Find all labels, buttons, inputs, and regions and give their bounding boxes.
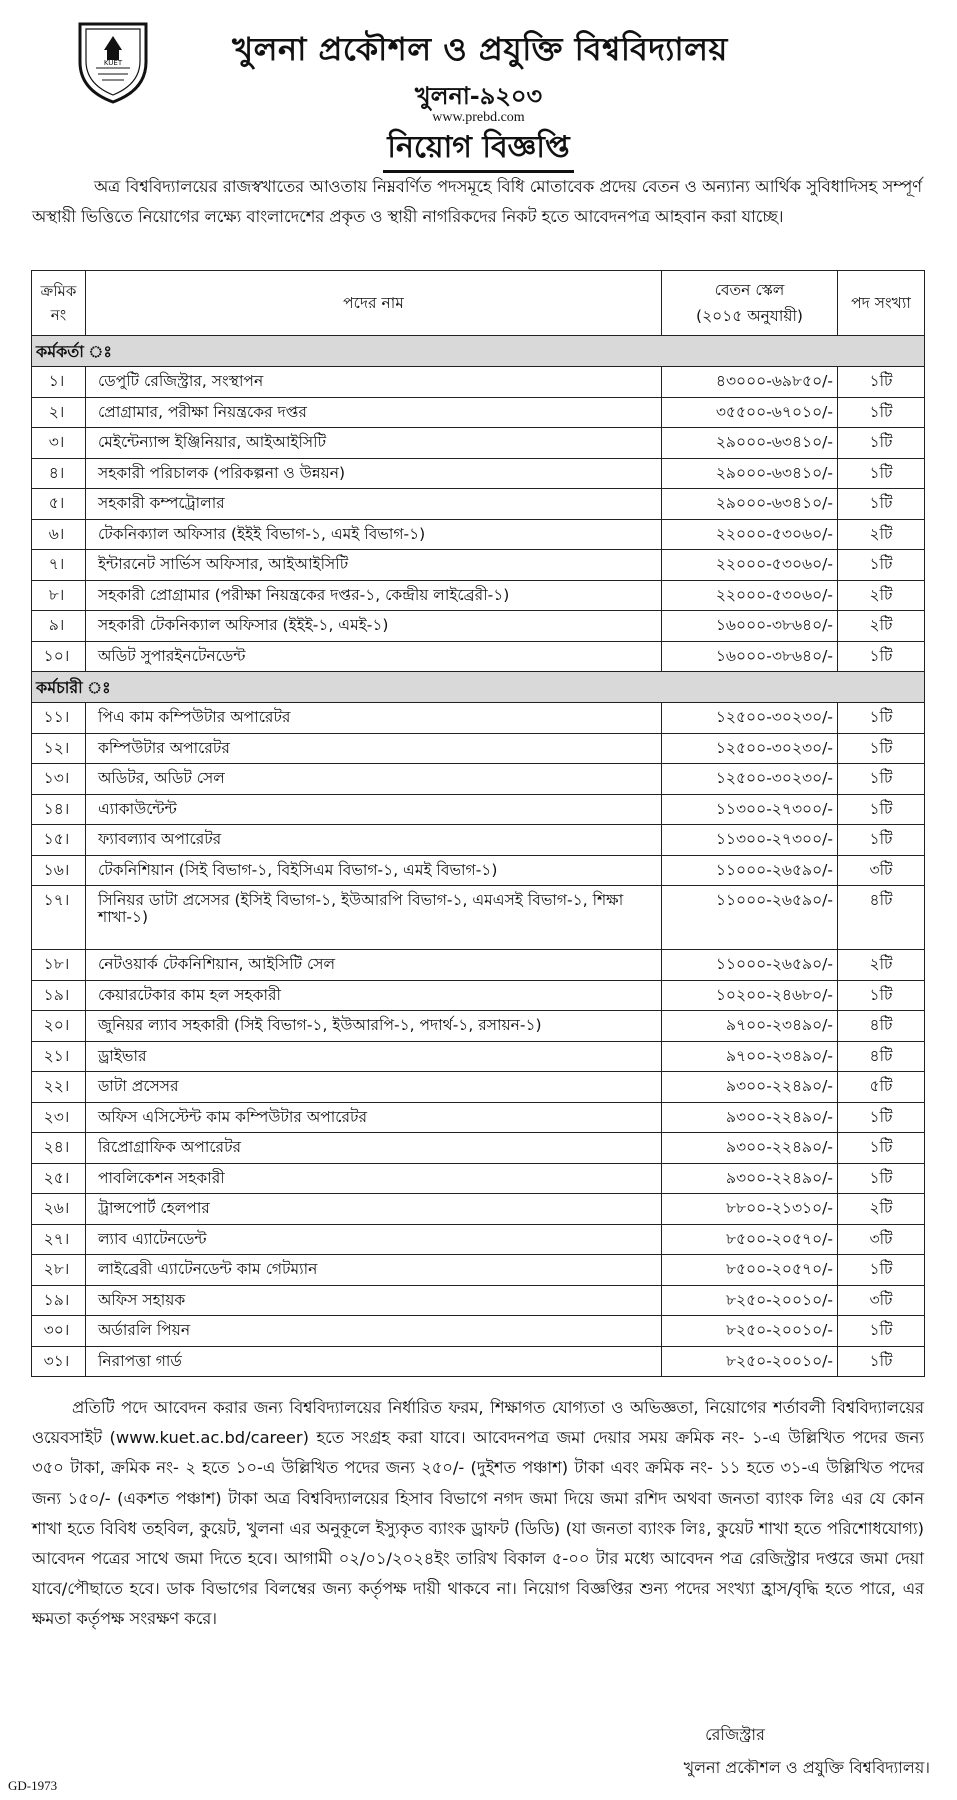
- header-pay-line2: (২০১৫ অনুযায়ী): [696, 307, 803, 325]
- serial-cell: ২১।: [32, 1041, 86, 1072]
- section-title: কর্মচারী ঃ: [32, 672, 925, 703]
- table-row: [32, 1163, 925, 1194]
- post-name-cell: ডাটা প্রসেসর: [86, 1072, 662, 1103]
- pay-scale-cell: ৮৫০০-২০৫৭০/-: [662, 1224, 838, 1255]
- post-name-cell: কেয়ারটেকার কাম হল সহকারী: [86, 980, 662, 1011]
- post-count-cell: ১টি: [838, 764, 925, 795]
- header-serial-line2: নং: [50, 306, 67, 324]
- table-row: [32, 1194, 925, 1225]
- post-name-cell: লাইব্রেরী এ্যাটেনডেন্ট কাম গেটম্যান: [86, 1255, 662, 1286]
- post-count-cell: ১টি: [838, 367, 925, 398]
- post-name-cell: ট্রান্সপোর্ট হেলপার: [86, 1194, 662, 1225]
- pay-scale-cell: ১২৫০০-৩০২৩০/-: [662, 764, 838, 795]
- table-row: [32, 1133, 925, 1164]
- post-count-cell: ২টি: [838, 950, 925, 981]
- serial-cell: ৪।: [32, 458, 86, 489]
- gd-number: GD-1973: [8, 1778, 58, 1793]
- table-row: [32, 733, 925, 764]
- post-name-cell: অডিটর, অডিট সেল: [86, 764, 662, 795]
- pay-scale-cell: ৯৭০০-২৩৪৯০/-: [662, 1041, 838, 1072]
- post-name-cell: সহকারী টেকনিক্যাল অফিসার (ইইই-১, এমই-১): [86, 611, 662, 642]
- table-row: [32, 855, 925, 886]
- instructions-paragraph: প্রতিটি পদে আবেদন করার জন্য বিশ্ববিদ্যালয়ের নির্ধারিত ফরম, শিক্ষাগত যোগ্যতা ও অভিজ্ঞতা, নিয়োগের শর্তাবলী বিশ্ববিদ্যালয়ের ওয়েবসাইট (www.kuet.ac.bd/career) হতে সংগ্রহ করা যাবে। আবেদনপত্র জমা দেয়ার সময় ক্রমিক নং- ১-এ উল্লিখিত পদের জন্য ৩৫০ টাকা, ক্রমিক নং- ২ হতে ১০-এ উল্লিখিত পদের জন্য ২৫০/- (দুইশত পঞ্চাশ) টাকা এবং ক্রমিক নং- ১১ হতে ৩১-এ উল্লিখিত পদের জন্য ১৫০/- (একশত পঞ্চাশ) টাকা অত্র বিশ্ববিদ্যালয়ের হিসাব বিভাগে নগদ জমা দিয়ে জমা রশিদ অথবা জনতা ব্যাংক লিঃ এর যে কোন শাখা হতে বিবিধ তহবিল, কুয়েট, খুলনা এর অনুকূলে ইস্যুকৃত ব্যাংক ড্রাফট (ডিডি) (যা জনতা ব্যাংক লিঃ, কুয়েট শাখা হতে পরিশোধযোগ্য) আবেদন পত্রের সাথে জমা দিতে হবে। আগামী ০২/০১/২০২৪ইং তারিখ বিকাল ৫-০০ টার মধ্যে আবেদন পত্র রেজিস্ট্রার দপ্তরে জমা দেয়া যাবে/পৌছাতে হবে। ডাক বিভাগের বিলম্বের জন্য কর্তৃপক্ষ দায়ী থাকবে না। নিয়োগ বিজ্ঞপ্তির শুন্য পদের সংখ্যা হ্রাস/বৃদ্ধি হতে পারে, এর ক্ষমতা কর্তৃপক্ষ সংরক্ষণ করে।: [32, 1398, 924, 1629]
- section-row: [32, 336, 925, 367]
- table-row: [32, 1255, 925, 1286]
- post-name-cell: রিপ্রোগ্রাফিক অপারেটর: [86, 1133, 662, 1164]
- pay-scale-cell: ১১০০০-২৬৫৯০/-: [662, 886, 838, 950]
- post-name-cell: সিনিয়র ডাটা প্রসেসর (ইসিই বিভাগ-১, ইউআরপি বিভাগ-১, এমএসই বিভাগ-১, শিক্ষা শাখা-১): [86, 886, 662, 950]
- serial-cell: ৩।: [32, 428, 86, 459]
- serial-cell: ২২।: [32, 1072, 86, 1103]
- serial-cell: ১৮।: [32, 950, 86, 981]
- serial-cell: ১।: [32, 367, 86, 398]
- pay-scale-cell: ২২০০০-৫৩০৬০/-: [662, 550, 838, 581]
- header: [0, 10, 957, 178]
- post-name-cell: পিএ কাম কম্পিউটার অপারেটর: [86, 703, 662, 734]
- table-row: [32, 980, 925, 1011]
- table-row: [32, 519, 925, 550]
- university-name: খুলনা প্রকৌশল ও প্রযুক্তি বিশ্ববিদ্যালয়: [232, 30, 728, 68]
- serial-cell: ২৫।: [32, 1163, 86, 1194]
- post-count-cell: ৩টি: [838, 855, 925, 886]
- pay-scale-cell: ১৬০০০-৩৮৬৪০/-: [662, 611, 838, 642]
- table-row: [32, 1316, 925, 1347]
- post-name-cell: প্রোগ্রামার, পরীক্ষা নিয়ন্ত্রকের দপ্তর: [86, 397, 662, 428]
- post-name-cell: মেইন্টেন্যান্স ইঞ্জিনিয়ার, আইআইসিটি: [86, 428, 662, 459]
- pay-scale-cell: ১০২০০-২৪৬৮০/-: [662, 980, 838, 1011]
- table-row: [32, 428, 925, 459]
- section-title: কর্মকর্তা ঃ: [32, 336, 925, 367]
- post-name-cell: সহকারী পরিচালক (পরিকল্পনা ও উন্নয়ন): [86, 458, 662, 489]
- serial-cell: ১৬।: [32, 855, 86, 886]
- header-serial-line1: ক্রমিক: [40, 282, 77, 300]
- table-row: [32, 1224, 925, 1255]
- website-link[interactable]: www.prebd.com: [432, 110, 525, 125]
- table-row: [32, 764, 925, 795]
- pay-scale-cell: ৮৫০০-২০৫৭০/-: [662, 1255, 838, 1286]
- post-count-cell: ১টি: [838, 1102, 925, 1133]
- post-count-cell: ১টি: [838, 733, 925, 764]
- serial-cell: ৫।: [32, 489, 86, 520]
- post-count-cell: ৫টি: [838, 1072, 925, 1103]
- signature-role: রেজিস্ট্রার: [705, 1725, 765, 1744]
- serial-cell: ২৩।: [32, 1102, 86, 1133]
- pay-scale-cell: ৯৩০০-২২৪৯০/-: [662, 1133, 838, 1164]
- post-name-cell: নেটওয়ার্ক টেকনিশিয়ান, আইসিটি সেল: [86, 950, 662, 981]
- pay-scale-cell: ১১৩০০-২৭৩০০/-: [662, 825, 838, 856]
- post-name-cell: অর্ডারলি পিয়ন: [86, 1316, 662, 1347]
- table-row: [32, 703, 925, 734]
- pay-scale-cell: ২২০০০-৫৩০৬০/-: [662, 580, 838, 611]
- post-count-cell: ১টি: [838, 397, 925, 428]
- post-count-cell: ২টি: [838, 519, 925, 550]
- post-count-cell: ১টি: [838, 1133, 925, 1164]
- post-name-cell: এ্যাকাউন্টেন্ট: [86, 794, 662, 825]
- post-count-cell: ১টি: [838, 980, 925, 1011]
- post-name-cell: ডেপুটি রেজিস্ট্রার, সংস্থাপন: [86, 367, 662, 398]
- table-row: [32, 1011, 925, 1042]
- post-count-cell: ১টি: [838, 1346, 925, 1377]
- post-count-cell: ৪টি: [838, 1011, 925, 1042]
- pay-scale-cell: ৮২৫০-২০০১০/-: [662, 1285, 838, 1316]
- table-row: [32, 458, 925, 489]
- pay-scale-cell: ৮৮০০-২১৩১০/-: [662, 1194, 838, 1225]
- post-count-cell: ৩টি: [838, 1224, 925, 1255]
- pay-scale-cell: ৯৩০০-২২৪৯০/-: [662, 1102, 838, 1133]
- table-row: [32, 397, 925, 428]
- pay-scale-cell: ৮২৫০-২০০১০/-: [662, 1316, 838, 1347]
- table-row: [32, 580, 925, 611]
- post-name-cell: ড্রাইভার: [86, 1041, 662, 1072]
- serial-cell: ১৫।: [32, 825, 86, 856]
- logo-text: KUET: [103, 59, 123, 67]
- post-name-cell: ল্যাব এ্যাটেনডেন্ট: [86, 1224, 662, 1255]
- post-name-cell: টেকনিশিয়ান (সিই বিভাগ-১, বিইসিএম বিভাগ-১, এমই বিভাগ-১): [86, 855, 662, 886]
- jobs-body: [32, 336, 925, 1377]
- table-row: [32, 1072, 925, 1103]
- signature-org: খুলনা প্রকৌশল ও প্রযুক্তি বিশ্ববিদ্যালয়।: [683, 1758, 930, 1777]
- serial-cell: ১২।: [32, 733, 86, 764]
- post-count-cell: ১টি: [838, 825, 925, 856]
- pay-scale-cell: ৯৭০০-২৩৪৯০/-: [662, 1011, 838, 1042]
- post-name-cell: টেকনিক্যাল অফিসার (ইইই বিভাগ-১, এমই বিভাগ-১): [86, 519, 662, 550]
- table-row: [32, 489, 925, 520]
- post-count-cell: ৩টি: [838, 1285, 925, 1316]
- serial-cell: ১৪।: [32, 794, 86, 825]
- post-count-cell: ১টি: [838, 1163, 925, 1194]
- table-row: [32, 825, 925, 856]
- table-row: [32, 1102, 925, 1133]
- pay-scale-cell: ৯৩০০-২২৪৯০/-: [662, 1072, 838, 1103]
- post-count-cell: ১টি: [838, 458, 925, 489]
- pay-scale-cell: ১২৫০০-৩০২৩০/-: [662, 733, 838, 764]
- table-row: [32, 794, 925, 825]
- serial-cell: ১৭।: [32, 886, 86, 950]
- serial-cell: ২৬।: [32, 1194, 86, 1225]
- table-row: [32, 550, 925, 581]
- table-row: [32, 641, 925, 672]
- serial-cell: ৩১।: [32, 1346, 86, 1377]
- post-count-cell: ২টি: [838, 1194, 925, 1225]
- pay-scale-cell: ২৯০০০-৬৩৪১০/-: [662, 489, 838, 520]
- serial-cell: ১০।: [32, 641, 86, 672]
- pay-scale-cell: ৩৫৫০০-৬৭০১০/-: [662, 397, 838, 428]
- table-row: [32, 367, 925, 398]
- serial-cell: ২৪।: [32, 1133, 86, 1164]
- post-count-cell: ১টি: [838, 1316, 925, 1347]
- post-name-cell: সহকারী কম্পট্রোলার: [86, 489, 662, 520]
- pay-scale-cell: ২৯০০০-৬৩৪১০/-: [662, 458, 838, 489]
- serial-cell: ২০।: [32, 1011, 86, 1042]
- serial-cell: ৭।: [32, 550, 86, 581]
- post-name-cell: পাবলিকেশন সহকারী: [86, 1163, 662, 1194]
- table-row: [32, 611, 925, 642]
- serial-cell: ১৯।: [32, 1285, 86, 1316]
- pay-scale-cell: ৯৩০০-২২৪৯০/-: [662, 1163, 838, 1194]
- header-pay-line1: বেতন স্কেল: [714, 281, 785, 299]
- post-name-cell: নিরাপত্তা গার্ড: [86, 1346, 662, 1377]
- city-postcode: খুলনা-৯২০৩: [414, 81, 543, 110]
- intro-paragraph: অত্র বিশ্ববিদ্যালয়ের রাজস্বখাতের আওতায় নিম্নবর্ণিত পদসমূহে বিধি মোতাবেক প্রদেয় বেতন ও অন্যান্য আর্থিক সুবিধাদিসহ সম্পূর্ণ অস্থায়ী ভিত্তিতে নিয়োগের লক্ষ্যে বাংলাদেশের প্রকৃত ও স্থায়ী নাগরিকদের নিকট হতে আবেদনপত্র আহবান করা যাচ্ছে।: [32, 177, 922, 226]
- post-name-cell: সহকারী প্রোগ্রামার (পরীক্ষা নিয়ন্ত্রকের দপ্তর-১, কেন্দ্রীয় লাইব্রেরী-১): [86, 580, 662, 611]
- post-count-cell: ১টি: [838, 428, 925, 459]
- post-count-cell: ১টি: [838, 489, 925, 520]
- post-count-cell: ১টি: [838, 703, 925, 734]
- table-row: [32, 1346, 925, 1377]
- header-post: পদের নাম: [86, 271, 662, 336]
- serial-cell: ২৮।: [32, 1255, 86, 1286]
- table-header-row: [32, 271, 925, 336]
- post-count-cell: ৪টি: [838, 1041, 925, 1072]
- jobs-table: [31, 270, 925, 1377]
- post-name-cell: জুনিয়র ল্যাব সহকারী (সিই বিভাগ-১, ইউআরপি-১, পদার্থ-১, রসায়ন-১): [86, 1011, 662, 1042]
- serial-cell: ২।: [32, 397, 86, 428]
- table-row: [32, 1041, 925, 1072]
- notice-title-wrap: [0, 128, 957, 173]
- post-name-cell: ইন্টারনেট সার্ভিস অফিসার, আইআইসিটি: [86, 550, 662, 581]
- post-count-cell: ১টি: [838, 794, 925, 825]
- pay-scale-cell: ১১০০০-২৬৫৯০/-: [662, 855, 838, 886]
- post-count-cell: ২টি: [838, 611, 925, 642]
- post-count-cell: ৪টি: [838, 886, 925, 950]
- signature-block: [540, 1718, 930, 1784]
- post-name-cell: অফিস সহায়ক: [86, 1285, 662, 1316]
- post-count-cell: ১টি: [838, 550, 925, 581]
- table-row: [32, 1285, 925, 1316]
- notice-title: নিয়োগ বিজ্ঞপ্তি: [383, 128, 573, 173]
- post-name-cell: অডিট সুপারইনটেনডেন্ট: [86, 641, 662, 672]
- post-name-cell: কম্পিউটার অপারেটর: [86, 733, 662, 764]
- serial-cell: ১৩।: [32, 764, 86, 795]
- pay-scale-cell: ৮২৫০-২০০১০/-: [662, 1346, 838, 1377]
- jobs-table-wrap: [31, 270, 924, 1377]
- table-row: [32, 950, 925, 981]
- post-count-cell: ১টি: [838, 1255, 925, 1286]
- pay-scale-cell: ১৬০০০-৩৮৬৪০/-: [662, 641, 838, 672]
- post-name-cell: ফ্যাবল্যাব অপারেটর: [86, 825, 662, 856]
- pay-scale-cell: ১২৫০০-৩০২৩০/-: [662, 703, 838, 734]
- header-serial: [32, 271, 86, 336]
- post-count-cell: ১টি: [838, 641, 925, 672]
- pay-scale-cell: ৪৩০০০-৬৯৮৫০/-: [662, 367, 838, 398]
- serial-cell: ১১।: [32, 703, 86, 734]
- section-row: [32, 672, 925, 703]
- table-row: [32, 886, 925, 950]
- post-name-cell: অফিস এসিস্টেন্ট কাম কম্পিউটার অপারেটর: [86, 1102, 662, 1133]
- header-pay: [662, 271, 838, 336]
- serial-cell: ২৭।: [32, 1224, 86, 1255]
- serial-cell: ৬।: [32, 519, 86, 550]
- pay-scale-cell: ১১৩০০-২৭৩০০/-: [662, 794, 838, 825]
- pay-scale-cell: ২৯০০০-৬৩৪১০/-: [662, 428, 838, 459]
- serial-cell: ৮।: [32, 580, 86, 611]
- serial-cell: ৩০।: [32, 1316, 86, 1347]
- pay-scale-cell: ১১০০০-২৬৫৯০/-: [662, 950, 838, 981]
- post-count-cell: ২টি: [838, 580, 925, 611]
- header-count: পদ সংখ্যা: [838, 271, 925, 336]
- pay-scale-cell: ২২০০০-৫৩০৬০/-: [662, 519, 838, 550]
- serial-cell: ১৯।: [32, 980, 86, 1011]
- serial-cell: ৯।: [32, 611, 86, 642]
